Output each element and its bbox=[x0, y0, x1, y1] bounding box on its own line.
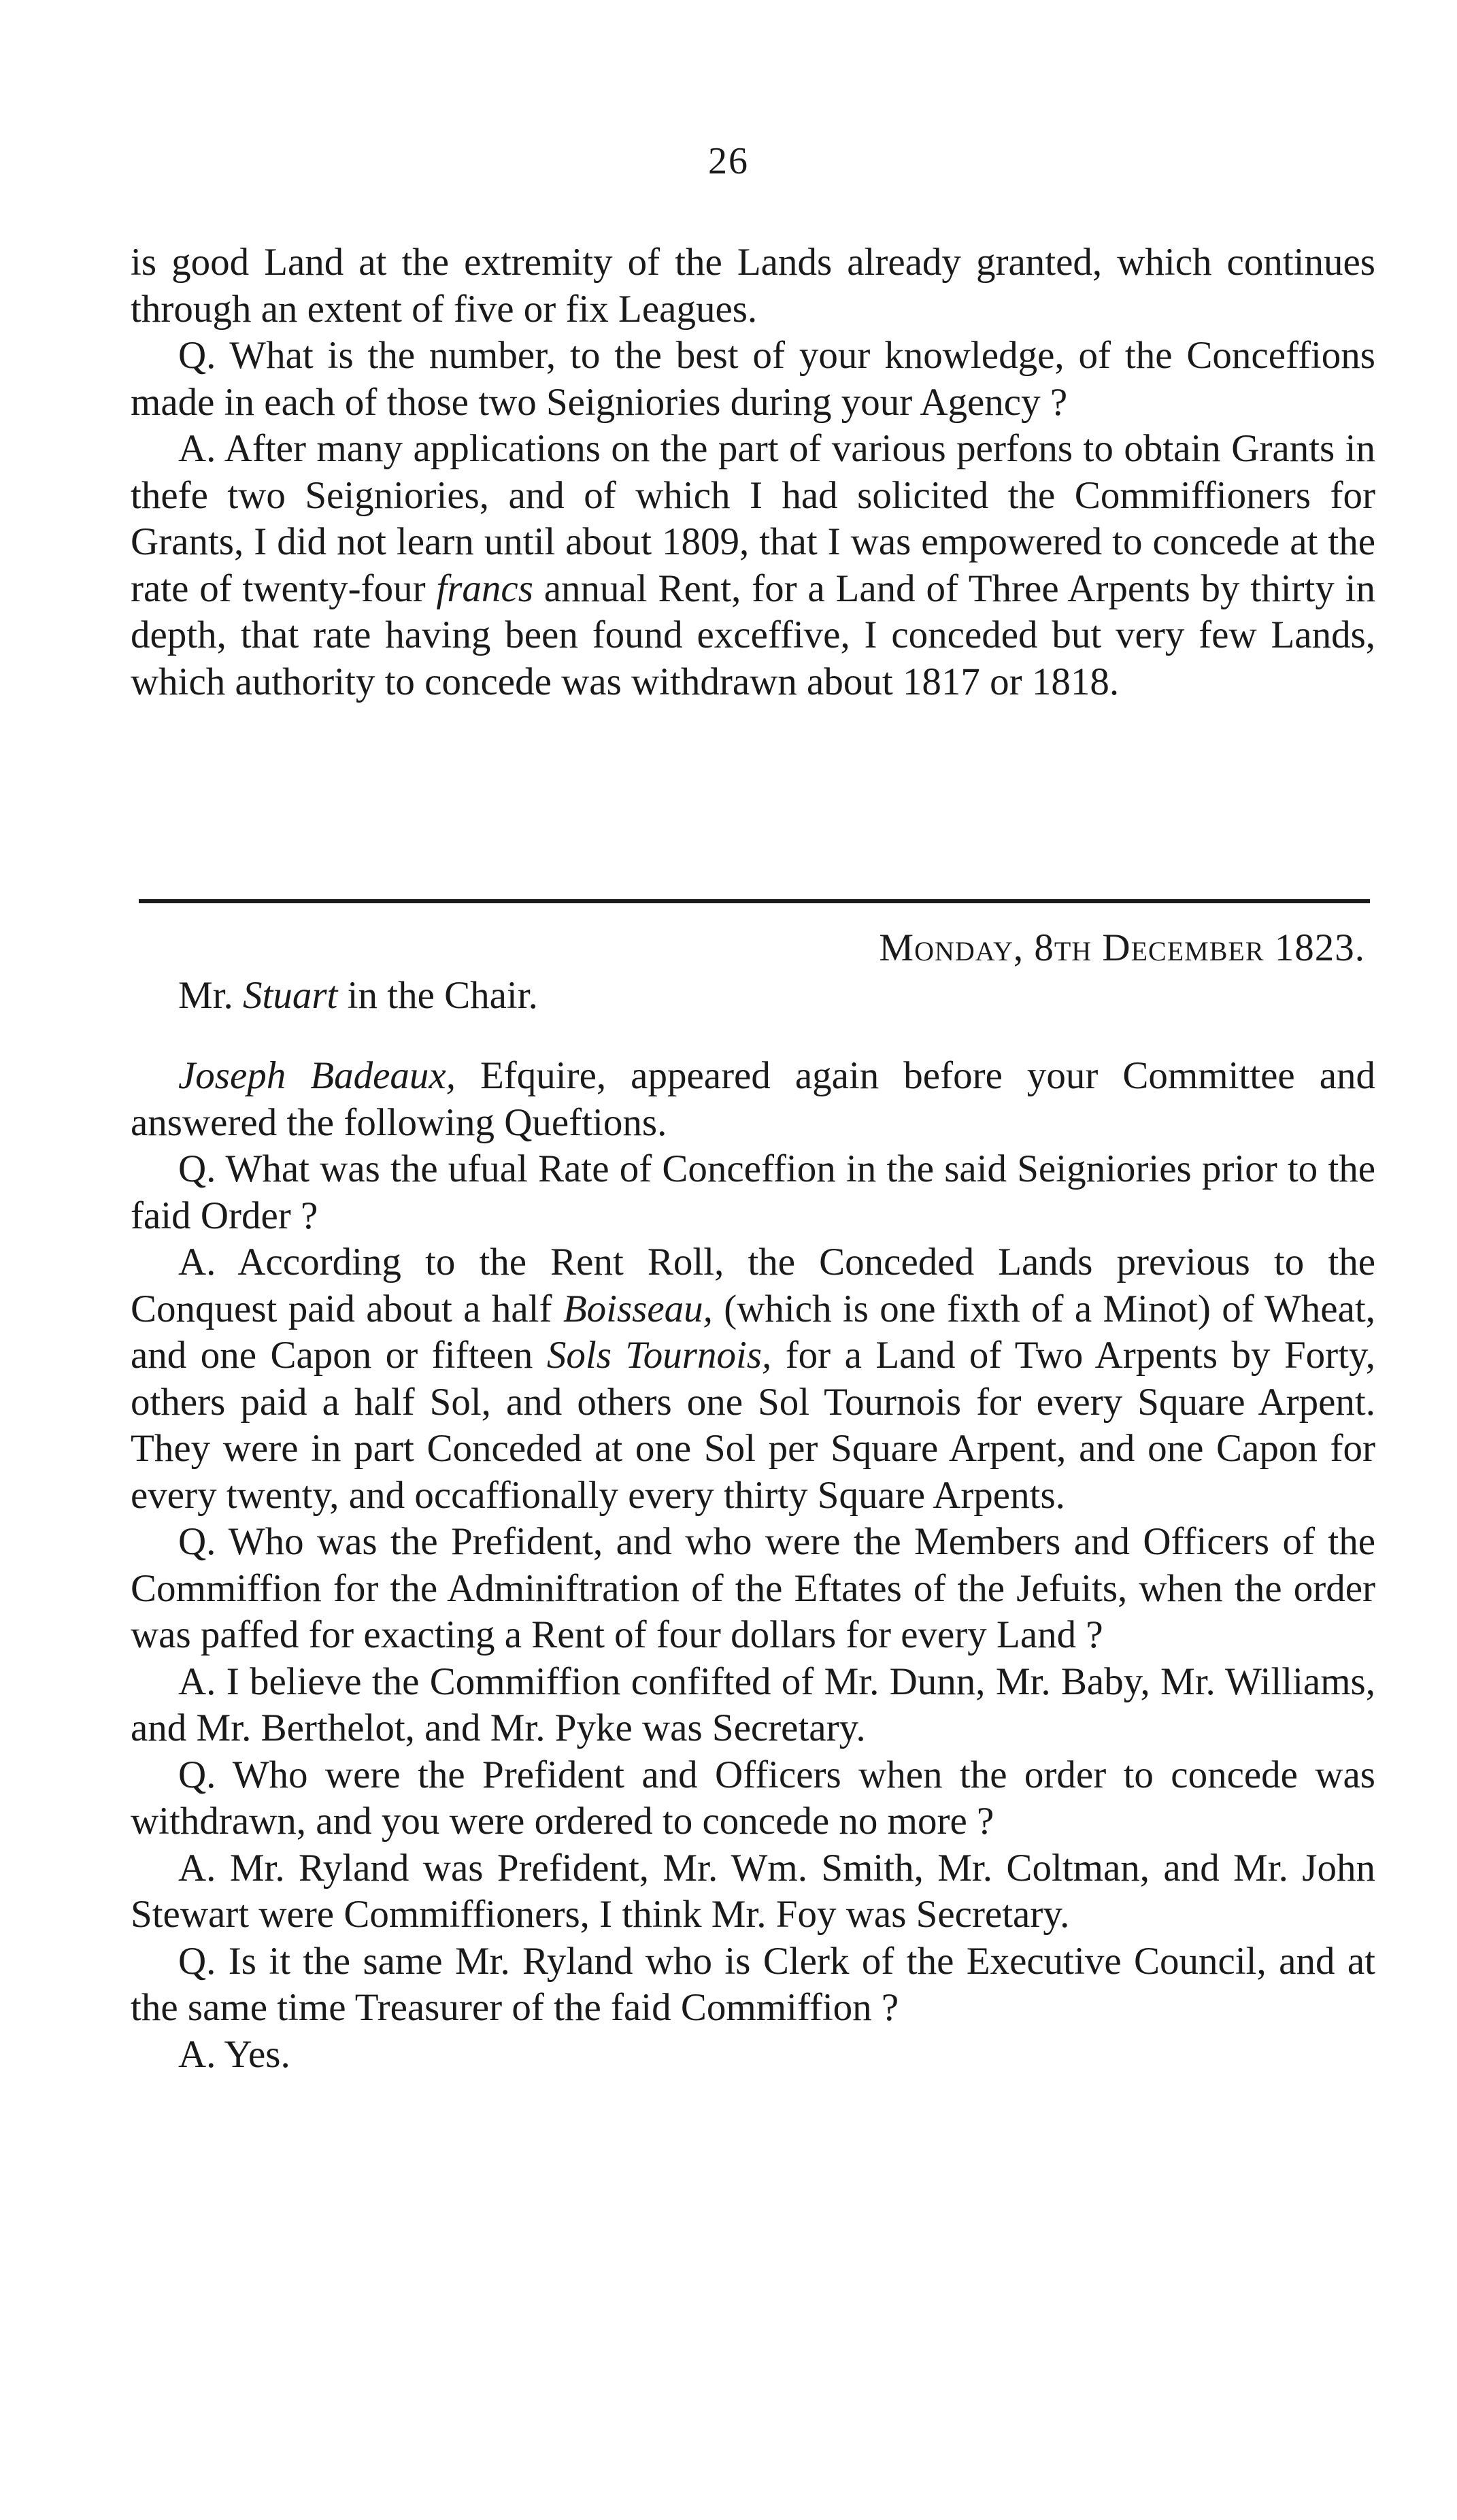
testimony-section-2 bbox=[131, 1053, 1375, 2078]
intro-paragraph bbox=[131, 1053, 1375, 1146]
intro-text: Efquire, appeared again before your Committee and answered the following Queftions. bbox=[131, 1054, 1375, 1144]
answer-paragraph bbox=[131, 1239, 1375, 1519]
chair-suffix: in the Chair. bbox=[337, 974, 538, 1017]
question-paragraph: Q. What is the number, to the best of your knowledge, of the Conceffions made in each of those two Seigniories during your Agency ? bbox=[131, 334, 1375, 424]
question-paragraph: Q. Who were the Prefident and Officers when the order to concede was withdrawn, and you were ordered to concede no more ? bbox=[131, 1753, 1375, 1843]
answer-paragraph bbox=[131, 426, 1375, 705]
chair-line bbox=[178, 973, 538, 1019]
witness-name: Joseph Badeaux, bbox=[178, 1054, 456, 1097]
answer-paragraph: A. Yes. bbox=[178, 2032, 290, 2076]
chair-name: Stuart bbox=[243, 974, 338, 1017]
dateline-date: 8th December 1823. bbox=[1034, 926, 1365, 969]
question-paragraph: Q. Is it the same Mr. Ryland who is Clerk of the Executive Council, and at the same time Treasurer of the faid Commiffion ? bbox=[131, 1939, 1375, 2029]
answer-text-part-1: A. According to the Rent Roll, the Conceded Lands previous to the Conquest paid about a half bbox=[131, 1241, 1375, 1330]
answer-paragraph: A. Mr. Ryland was Prefident, Mr. Wm. Smith, Mr. Coltman, and Mr. John Stewart were Commiffioners, I think Mr. Foy was Secretary. bbox=[131, 1846, 1375, 1936]
answer-text-end: annual Rent, for a Land of Three Arpents by thirty in depth, that rate having been found exceffive, I conceded but very few Lands, which authority to concede was withdrawn about 1817 or 1818. bbox=[131, 567, 1375, 703]
question-paragraph: Q. Who was the Prefident, and who were the Members and Officers of the Commiffion for the Adminiftration of the Eftates of the Jefuits, when the order was paffed for exacting a Rent of four dollars for every Land ? bbox=[131, 1520, 1375, 1656]
section-divider-rule bbox=[139, 899, 1370, 903]
question-paragraph: Q. What was the ufual Rate of Conceffion in the said Seigniories prior to the faid Order ? bbox=[131, 1147, 1375, 1237]
answer-text-start: A. After many applications on the part of various perfons to obtain Grants in thefe two Seigniories, and of which I had solicited the Commiffioners for Grants, I did not learn until about 1809, that I was empowered to concede at the rate of twenty-four bbox=[131, 427, 1375, 610]
italic-term-sols-tournois: Sols Tournois, bbox=[546, 1334, 772, 1377]
italic-term-francs: francs bbox=[436, 567, 533, 610]
answer-text-part-3: for a Land of Two Arpents by Forty, others paid a half Sol, and others one Sol Tournois for every Square Arpent. They were in part Conceded at one Sol per Square Arpent, and one Capon for every twenty, and occaffionally every thirty Square Arpents. bbox=[131, 1334, 1376, 1517]
testimony-section-1 bbox=[131, 239, 1375, 705]
paragraph-continuation: is good Land at the extremity of the Lands already granted, which continues through an extent of five or fix Leagues. bbox=[131, 241, 1375, 331]
italic-term-boisseau: Boisseau, bbox=[563, 1287, 713, 1330]
chair-prefix: Mr. bbox=[178, 974, 244, 1017]
page-number: 26 bbox=[708, 140, 749, 182]
dateline-weekday: Monday, bbox=[879, 926, 1024, 969]
answer-paragraph: A. I believe the Commiffion confifted of Mr. Dunn, Mr. Baby, Mr. Williams, and Mr. Berthelot, and Mr. Pyke was Secretary. bbox=[131, 1660, 1375, 1749]
dateline bbox=[879, 925, 1365, 971]
answer-text-part-2: (which is one fixth of a Minot) of Wheat, and one Capon or fifteen bbox=[131, 1287, 1375, 1377]
